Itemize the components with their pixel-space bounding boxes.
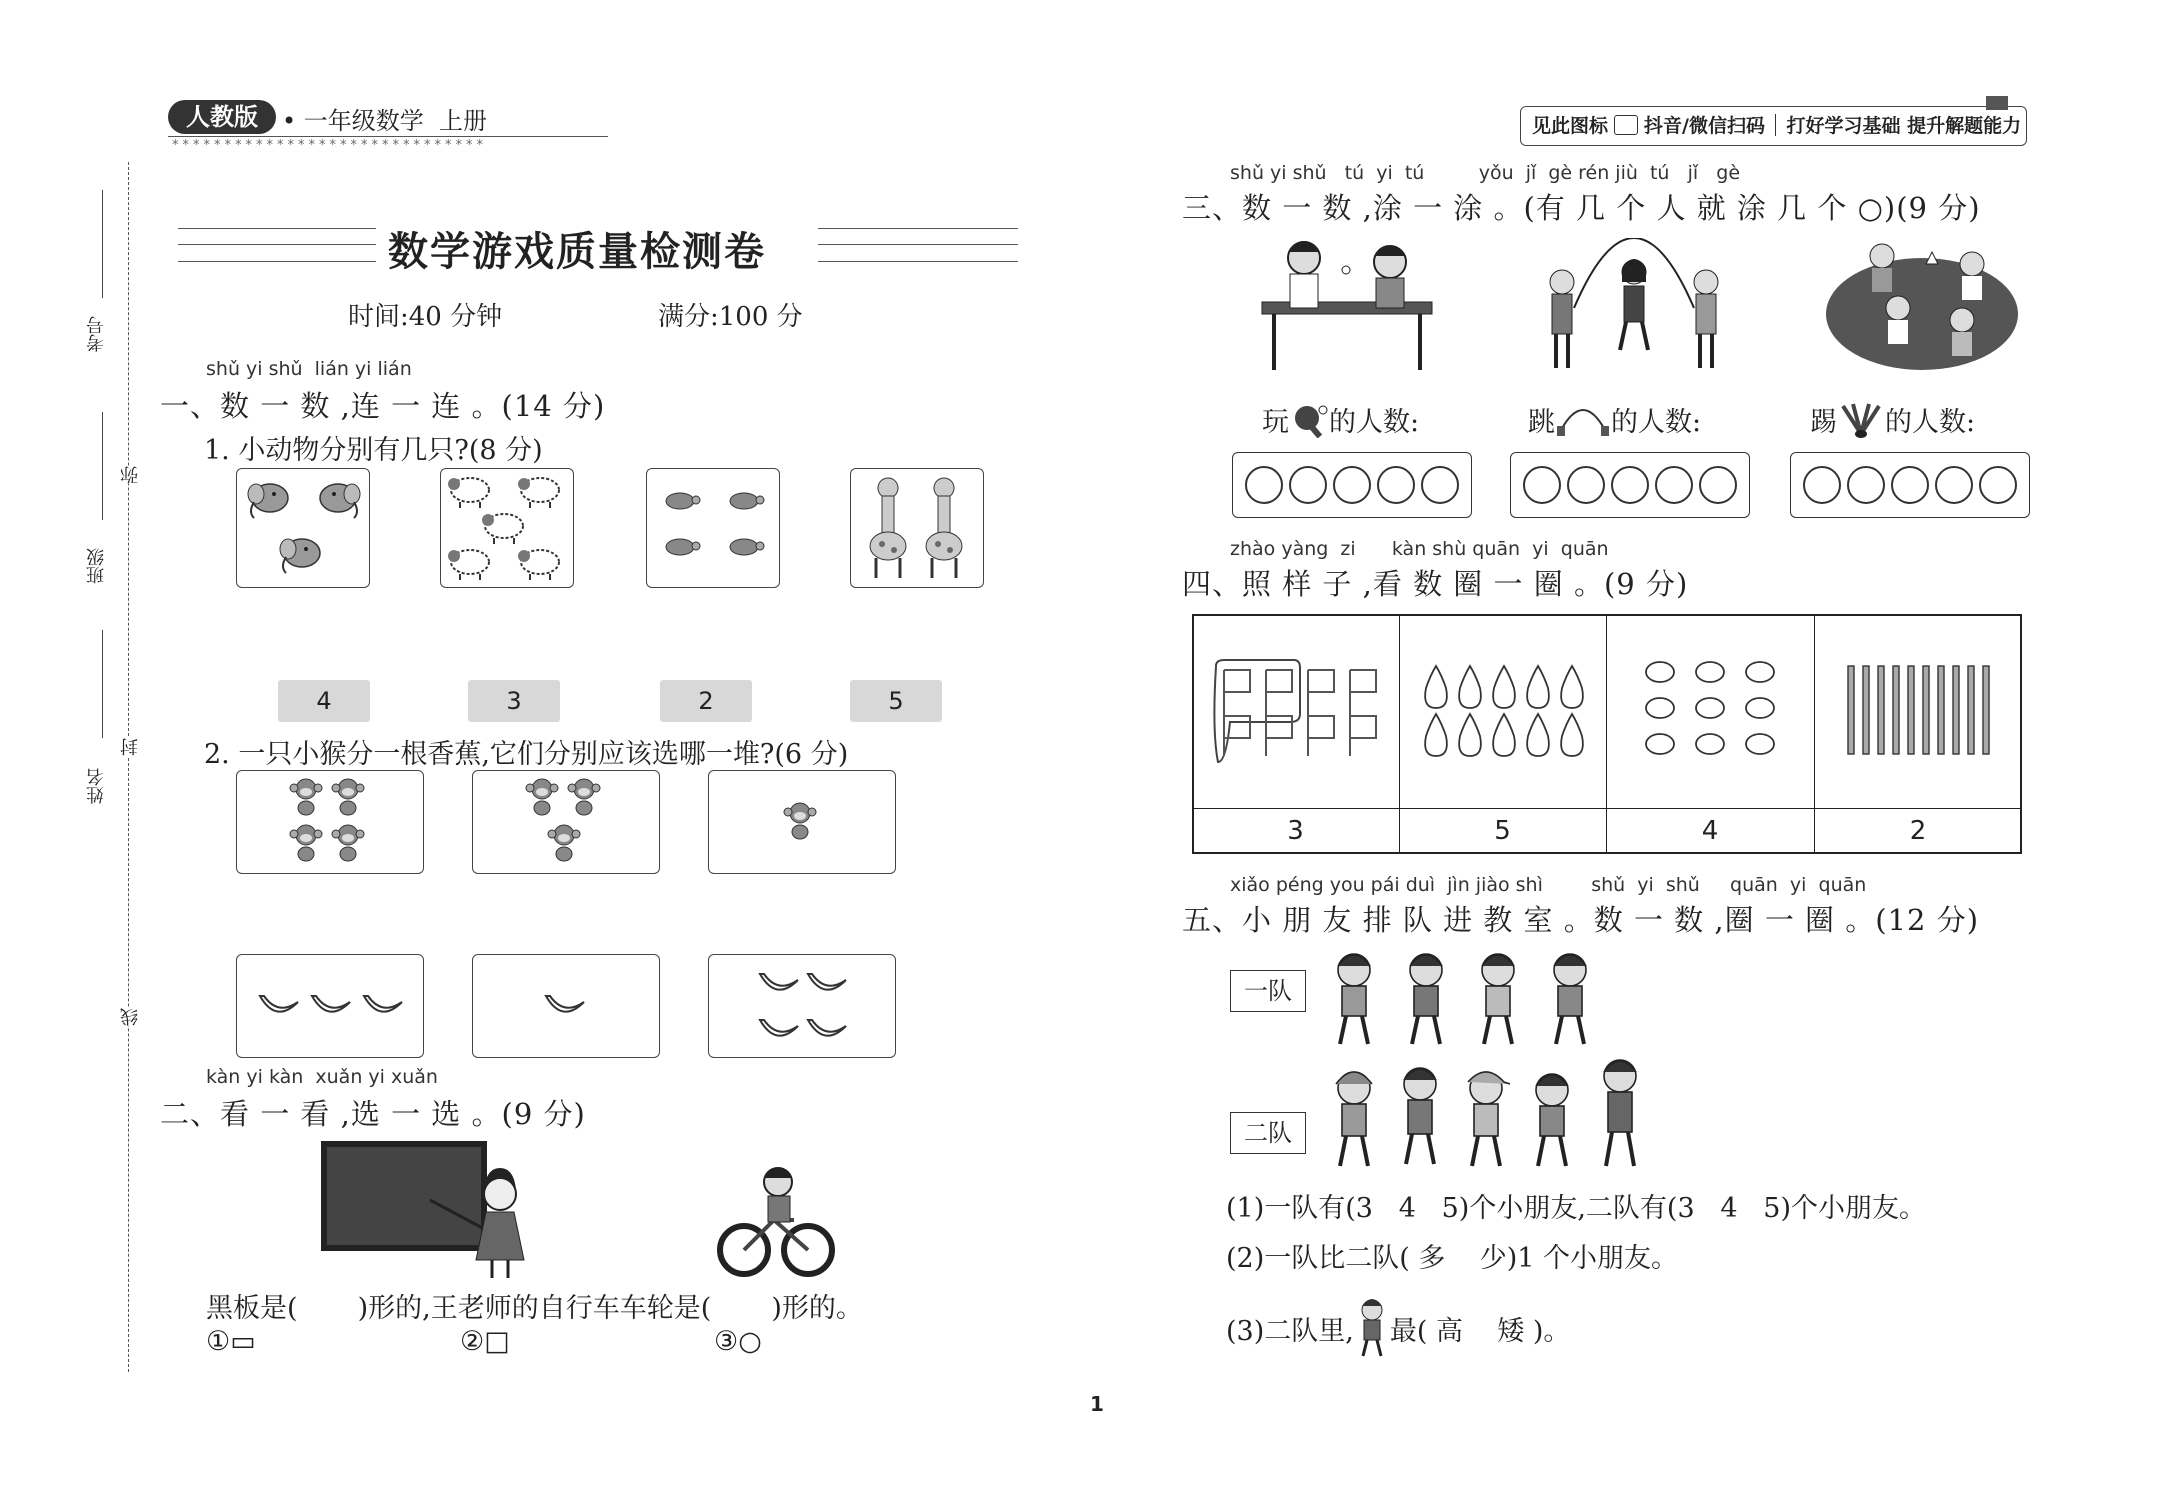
- s3-heading: 三、数 一 数 ,涂 一 涂 。(有 几 个 人 就 涂 几 个 ○)(9 分): [1182, 191, 1981, 225]
- s1-heading: 一、数 一 数 ,连 一 连 。(14 分): [160, 389, 606, 423]
- s3-label-shuttlecock: [1810, 400, 1975, 439]
- turtle-icon: [660, 488, 702, 512]
- scan-icon: [1614, 115, 1638, 135]
- sheep-icon: [516, 544, 564, 582]
- s2-option-1[interactable]: ①▭: [206, 1326, 256, 1357]
- shuttlecock-icon: [1837, 402, 1885, 438]
- sheep-icon: [446, 472, 494, 510]
- blackboard-teacher-image: [320, 1140, 540, 1280]
- s2-heading: 二、看 一 看 ,选 一 选 。(9 分): [160, 1097, 586, 1131]
- monkey-icon: [782, 800, 818, 840]
- banana-icon: [308, 988, 352, 1022]
- title-rule-right: [818, 228, 1018, 262]
- s4-number: 4: [1701, 816, 1719, 846]
- seal-char-mi: 弥: [118, 466, 144, 484]
- team1-label: 一队: [1230, 970, 1306, 1012]
- number-tile[interactable]: 3: [468, 680, 560, 722]
- pear-icon-group: [1418, 660, 1588, 764]
- header-underline: [168, 136, 608, 137]
- monkey-icon: [546, 822, 582, 862]
- turtle-box: [646, 468, 780, 588]
- s5-q2: (2)一队比二队( 多 少)1 个小朋友。: [1226, 1243, 1678, 1274]
- paddle-icon: [1289, 402, 1329, 438]
- sheep-icon: [516, 472, 564, 510]
- name-line: [102, 630, 103, 738]
- s1-q2: 2. 一只小猴分一根香蕉,它们分别应该选哪一堆?(6 分): [204, 739, 849, 770]
- seal-char-feng: 封: [118, 738, 144, 756]
- sheep-icon: [446, 544, 494, 582]
- coloring-circles-pingpong[interactable]: [1232, 452, 1472, 518]
- s4-number: 2: [1909, 816, 1927, 846]
- banana-icon: [756, 1012, 800, 1046]
- monkey-icon: [288, 822, 324, 862]
- shuttlecock-kick-image: [1822, 234, 2022, 378]
- s3-label-shuttlecock-post: 的人数:: [1885, 407, 1976, 438]
- turtle-icon: [660, 534, 702, 558]
- exam-no-label: 考号: [86, 316, 107, 352]
- giraffe-icon: [864, 474, 912, 582]
- s3-label-jumprope: [1528, 400, 1701, 439]
- monkey-icon: [288, 776, 324, 816]
- coloring-circles-shuttlecock[interactable]: [1790, 452, 2030, 518]
- banana-icon: [256, 988, 300, 1022]
- bookmark-icon: [1986, 96, 2008, 110]
- binding-line: [128, 162, 129, 1372]
- header-stars: ******************************: [172, 138, 487, 153]
- s3-pinyin: shǔ yi shǔ tú yi tú yǒu jǐ gè rén jiù tú jǐ gè: [1230, 162, 1741, 184]
- tall-boy-icon: [1354, 1298, 1390, 1358]
- number-tile[interactable]: 5: [850, 680, 942, 722]
- s5-q3-suffix: 最( 高 矮 )。: [1389, 1315, 1571, 1347]
- class-line: [102, 412, 103, 520]
- monkey-icon: [566, 776, 602, 816]
- team2-kids: [1326, 1054, 1656, 1170]
- s2-option-3[interactable]: ③○: [714, 1326, 762, 1357]
- elephant-icon: [244, 472, 296, 522]
- team1-kids: [1326, 950, 1616, 1048]
- series-badge-text: 人教版: [186, 103, 258, 131]
- s1-q1: 1. 小动物分别有几只?(8 分): [204, 435, 543, 466]
- s4-number: 3: [1287, 816, 1304, 846]
- scan-banner-lead: 见此图标: [1532, 115, 1609, 137]
- s5-q3-prefix: (3)二队里,: [1226, 1315, 1354, 1347]
- chick-icon-group: [1640, 654, 1780, 766]
- time-limit: 时间:40 分钟: [348, 302, 503, 332]
- turtle-icon: [724, 488, 766, 512]
- s3-label-pingpong-pre: 玩: [1262, 407, 1289, 438]
- s2-sentence: 黑板是( )形的,王老师的自行车车轮是( )形的。: [206, 1293, 863, 1324]
- banana-icon: [542, 988, 586, 1022]
- jump-rope-image: [1540, 238, 1728, 374]
- monkey-icon: [330, 822, 366, 862]
- page-title: 数学游戏质量检测卷: [388, 228, 766, 275]
- s2-option-2[interactable]: ②□: [460, 1326, 510, 1357]
- s1-pinyin: shǔ yi shǔ lián yi lián: [206, 358, 412, 380]
- s4-heading: 四、照 样 子 ,看 数 圈 一 圈 。(9 分): [1182, 567, 1689, 601]
- s4-pinyin: zhào yàng zi kàn shù quān yi quān: [1230, 538, 1609, 560]
- banana-icon: [804, 966, 848, 1000]
- s4-number: 5: [1494, 816, 1511, 846]
- number-tile[interactable]: 4: [278, 680, 370, 722]
- bicycle-boy-image: [716, 1160, 836, 1282]
- subject-label: • 一年级数学 上册: [282, 107, 488, 135]
- monkey-icon: [524, 776, 560, 816]
- page-number: 1: [1090, 1392, 1104, 1416]
- exam-no-line: [102, 190, 103, 298]
- monkey-icon: [330, 776, 366, 816]
- sheep-icon: [480, 508, 528, 546]
- number-tile[interactable]: 2: [660, 680, 752, 722]
- name-label: 姓名: [86, 768, 107, 804]
- scan-banner-text: [1532, 111, 2021, 138]
- turtle-icon: [724, 534, 766, 558]
- elephant-icon: [276, 526, 328, 578]
- full-score: 满分:100 分: [658, 302, 803, 332]
- s3-label-jumprope-post: 的人数:: [1611, 407, 1702, 438]
- s5-heading: 五、小 朋 友 排 队 进 教 室 。数 一 数 ,圈 一 圈 。(12 分): [1182, 903, 1980, 937]
- banana-icon: [804, 1012, 848, 1046]
- ping-pong-image: [1254, 234, 1440, 374]
- team2-label: 二队: [1230, 1112, 1306, 1154]
- s3-label-shuttlecock-pre: 踢: [1810, 407, 1837, 438]
- scan-banner-mid: 抖音/微信扫码: [1644, 115, 1765, 137]
- s2-pinyin: kàn yi kàn xuǎn yi xuǎn: [206, 1066, 438, 1088]
- s3-label-jumprope-pre: 跳: [1528, 407, 1555, 438]
- jump-rope-icon: [1555, 402, 1611, 438]
- counting-sticks: [1846, 664, 1994, 756]
- s3-label-pingpong: [1262, 400, 1419, 439]
- scan-banner-tail: 打好学习基础 提升解题能力: [1786, 115, 2022, 137]
- banana-icon: [360, 988, 404, 1022]
- banana-box: [708, 954, 896, 1058]
- s3-label-pingpong-post: 的人数:: [1329, 407, 1420, 438]
- elephant-icon: [312, 472, 364, 522]
- example-flags-circled: [1210, 656, 1390, 766]
- banana-icon: [756, 966, 800, 1000]
- seal-char-xian: 线: [118, 1008, 144, 1026]
- s5-q1: (1)一队有(3 4 5)个小朋友,二队有(3 4 5)个小朋友。: [1226, 1193, 1927, 1224]
- coloring-circles-jumprope[interactable]: [1510, 452, 1750, 518]
- s5-pinyin: xiǎo péng you pái duì jìn jiào shì shǔ yi shǔ quān yi quān: [1230, 874, 1867, 896]
- title-rule-left: [178, 228, 376, 262]
- s5-q3: [1226, 1298, 1570, 1358]
- class-label: 班级: [86, 548, 107, 584]
- giraffe-icon: [920, 474, 968, 582]
